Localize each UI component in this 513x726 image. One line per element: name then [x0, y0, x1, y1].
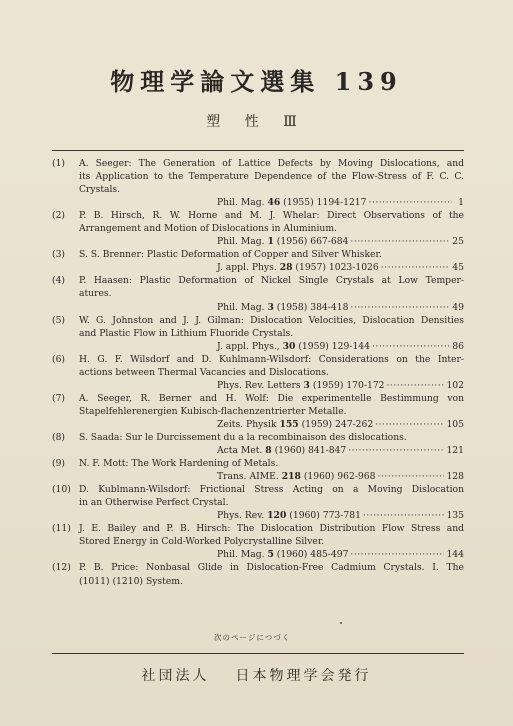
- table-of-contents: [52, 157, 464, 588]
- entry-title: Stored Energy in Cold-Worked Polycrystalline Silver.: [79, 536, 325, 548]
- page-number: 102: [446, 379, 464, 391]
- toc-entry: [52, 483, 464, 522]
- journal-name: J. appl. Phys.,: [217, 340, 280, 352]
- journal-volume: 28: [279, 262, 293, 274]
- journal-name: Phil. Mag.: [217, 236, 265, 248]
- journal-volume: 46: [267, 197, 281, 209]
- top-divider: [52, 150, 464, 151]
- journal-details: (1960) 962-968: [303, 471, 376, 483]
- entry-citation: [52, 379, 464, 392]
- entry-number: (9): [52, 458, 66, 470]
- citation-reference: [217, 418, 373, 431]
- entry-text-line: [52, 405, 464, 418]
- leader-dots: [350, 301, 450, 314]
- toc-entry: [52, 522, 464, 561]
- entry-title: P. B. Price: Nonbasal Glide in Dislocation-Free Cadmium Crystals. I. The: [79, 562, 464, 574]
- bottom-divider: [52, 653, 464, 654]
- entry-text-line: [52, 170, 464, 183]
- entry-text-line: [52, 183, 464, 196]
- journal-details: (1959) 170-172: [312, 379, 385, 391]
- entry-number: (11): [52, 523, 71, 535]
- entry-number: (8): [52, 431, 66, 443]
- journal-volume: 120: [267, 510, 287, 522]
- citation-reference: [217, 548, 348, 561]
- page-number: 121: [446, 445, 464, 457]
- entry-citation: [52, 261, 464, 274]
- entry-text-line: [52, 157, 464, 170]
- journal-name: Zeits. Physik: [217, 418, 277, 430]
- citation-reference: [217, 301, 348, 314]
- journal-volume: 3: [303, 379, 310, 391]
- journal-volume: 155: [279, 418, 299, 430]
- publisher-line: [0, 665, 513, 685]
- journal-name: Phys. Rev.: [217, 510, 265, 522]
- citation-reference: [217, 196, 367, 209]
- entry-text-line: [52, 366, 464, 379]
- page-number: 144: [446, 549, 464, 561]
- entry-text-line: [52, 209, 464, 222]
- toc-entry: [52, 561, 464, 587]
- page-number: 105: [446, 418, 464, 430]
- entry-title: A. Seeger, R. Berner and H. Wolf: Die experimentelle Bestimmung von: [79, 392, 464, 404]
- leader-dots: [350, 548, 444, 561]
- citation-reference: [217, 509, 361, 522]
- entry-text-line: [52, 457, 464, 470]
- journal-volume: 218: [281, 471, 301, 483]
- citation-reference: [217, 261, 379, 274]
- entry-title: Arrangement and Motion of Dislocations in Aluminium.: [79, 223, 337, 235]
- entry-number: (12): [52, 562, 71, 574]
- leader-dots: [363, 509, 445, 522]
- journal-name: J. appl. Phys.: [217, 262, 277, 274]
- entry-number: (6): [52, 353, 66, 365]
- entry-text-line: [52, 496, 464, 509]
- entry-title: J. E. Bailey and P. B. Hirsch: The Dislocation Distribution Flow Stress and: [79, 523, 464, 535]
- entry-title: D. Kublmann-Wilsdorf: Frictional Stress Acting on a Moving Dislocation: [79, 484, 464, 496]
- toc-entry: [52, 392, 464, 431]
- entry-text-line: [52, 535, 464, 548]
- citation-reference: [217, 444, 346, 457]
- journal-details: (1959) 247-262: [301, 418, 374, 430]
- entry-title: A. Seeger: The Generation of Lattice Defects by Moving Dislocations, and: [79, 158, 464, 169]
- entry-title: its Application to the Temperature Dependence of the Flow-Stress of F. C. C.: [79, 171, 464, 183]
- entry-title: W. G. Johnston and J. J. Gilman: Dislocation Velocities, Dislocation Densities: [79, 314, 464, 326]
- entry-title: N. F. Mott: The Work Hardening of Metals.: [79, 458, 279, 470]
- toc-entry: [52, 431, 464, 457]
- entry-number: (1): [52, 158, 66, 169]
- entry-number: (3): [52, 249, 66, 261]
- page-number: 25: [452, 236, 464, 248]
- leader-dots: [381, 261, 451, 274]
- entry-citation: [52, 418, 464, 431]
- journal-details: (1957) 1023-1026: [295, 262, 379, 274]
- journal-name: Phil. Mag.: [217, 197, 265, 209]
- journal-name: Phil. Mag.: [217, 549, 265, 561]
- entry-title: P. B. Hirsch, R. W. Horne and M. J. Whelar: Direct Observations of the: [79, 210, 464, 222]
- leader-dots: [348, 444, 444, 457]
- entry-text-line: [52, 575, 464, 588]
- page-subtitle: 塑 性 Ⅲ: [206, 114, 307, 130]
- entry-number: (4): [52, 275, 66, 287]
- leader-dots: [372, 340, 450, 353]
- entry-citation: [52, 196, 464, 209]
- leader-dots: [369, 196, 453, 209]
- entry-text-line: [52, 483, 464, 496]
- journal-volume: 30: [282, 340, 296, 352]
- leader-dots: [377, 470, 444, 483]
- journal-details: (1959) 129-144: [298, 340, 370, 352]
- entry-title: atures.: [79, 288, 112, 300]
- page-number: 128: [446, 471, 464, 483]
- entry-title: P. Haasen: Plastic Deformation of Nickel Single Crystals at Low Temper-: [79, 275, 464, 287]
- page-number: 49: [452, 301, 464, 313]
- entry-number: (7): [52, 392, 66, 404]
- entry-citation: [52, 235, 464, 248]
- entry-text-line: [52, 327, 464, 340]
- toc-entry: [52, 248, 464, 274]
- entry-text-line: [52, 431, 464, 444]
- journal-name: Phys. Rev. Letters: [217, 379, 301, 391]
- entry-text-line: [52, 222, 464, 235]
- entry-number: (10): [52, 484, 71, 496]
- entry-citation: [52, 470, 464, 483]
- leader-dots: [375, 418, 444, 431]
- journal-details: (1960) 485-497: [276, 549, 349, 561]
- entry-title: H. G. F. Wilsdorf and D. Kuhlmann-Wilsdorf: Considerations on the Inter-: [79, 353, 464, 365]
- leader-dots: [387, 379, 445, 392]
- citation-reference: [217, 340, 370, 353]
- journal-details: (1955) 1194-1217: [283, 197, 367, 209]
- journal-volume: 1: [267, 236, 274, 248]
- journal-details: (1956) 667-684: [276, 236, 349, 248]
- leader-dots: [350, 235, 450, 248]
- entry-title: Stapelfehlerenergien Kubisch-flachenzentrierter Metalle.: [79, 405, 347, 417]
- journal-volume: 3: [267, 301, 274, 313]
- entry-title: and Plastic Flow in Lithium Fluoride Crystals.: [79, 327, 294, 339]
- journal-volume: 8: [265, 445, 272, 457]
- entry-text-line: [52, 522, 464, 535]
- paper-speck: [340, 622, 342, 624]
- entry-title: Crystals.: [79, 184, 121, 196]
- entry-number: (2): [52, 210, 66, 222]
- toc-entry: [52, 157, 464, 209]
- toc-entry: [52, 353, 464, 392]
- entry-title: actions between Thermal Vacancies and Dislocations.: [79, 366, 329, 378]
- entry-title: S. Saada: Sur le Durcissement du a la recombinaison des dislocations.: [79, 431, 407, 443]
- page-number: 1: [458, 197, 464, 209]
- publisher-corp: 社団法人: [141, 668, 210, 684]
- toc-entry: [52, 314, 464, 353]
- entry-citation: [52, 301, 464, 314]
- journal-details: (1960) 773-781: [289, 510, 361, 522]
- journal-details: (1958) 384-418: [276, 301, 349, 313]
- toc-entry: [52, 457, 464, 483]
- entry-citation: [52, 340, 464, 353]
- entry-text-line: [52, 314, 464, 327]
- journal-name: Acta Met.: [217, 445, 263, 457]
- entry-text-line: [52, 561, 464, 574]
- journal-volume: 5: [267, 549, 274, 561]
- publisher-name: 日本物理学会発行: [235, 668, 372, 684]
- page-number: 86: [452, 340, 464, 352]
- journal-details: (1960) 841-847: [274, 445, 347, 457]
- toc-entry: [52, 209, 464, 248]
- entry-text-line: [52, 274, 464, 287]
- citation-reference: [217, 235, 348, 248]
- continued-note: 次のページにつづく: [214, 633, 291, 642]
- entry-title: in an Otherwise Perfect Crystal.: [79, 497, 229, 509]
- citation-reference: [217, 379, 385, 392]
- entry-text-line: [52, 392, 464, 405]
- page-number: 135: [446, 510, 464, 522]
- entry-title: (1011) (1210) System.: [79, 575, 183, 587]
- journal-name: Phil. Mag.: [217, 301, 265, 313]
- citation-reference: [217, 470, 375, 483]
- entry-title: S. S. Brenner: Plastic Deformation of Copper and Silver Whisker.: [79, 249, 382, 261]
- page-number: 45: [452, 262, 464, 274]
- entry-number: (5): [52, 314, 66, 326]
- entry-citation: [52, 548, 464, 561]
- entry-text-line: [52, 353, 464, 366]
- entry-citation: [52, 509, 464, 522]
- entry-text-line: [52, 248, 464, 261]
- entry-text-line: [52, 287, 464, 300]
- entry-citation: [52, 444, 464, 457]
- page-title: 物理学論文選集 139: [110, 67, 403, 96]
- toc-entry: [52, 274, 464, 313]
- journal-name: Trans. AIME.: [217, 471, 279, 483]
